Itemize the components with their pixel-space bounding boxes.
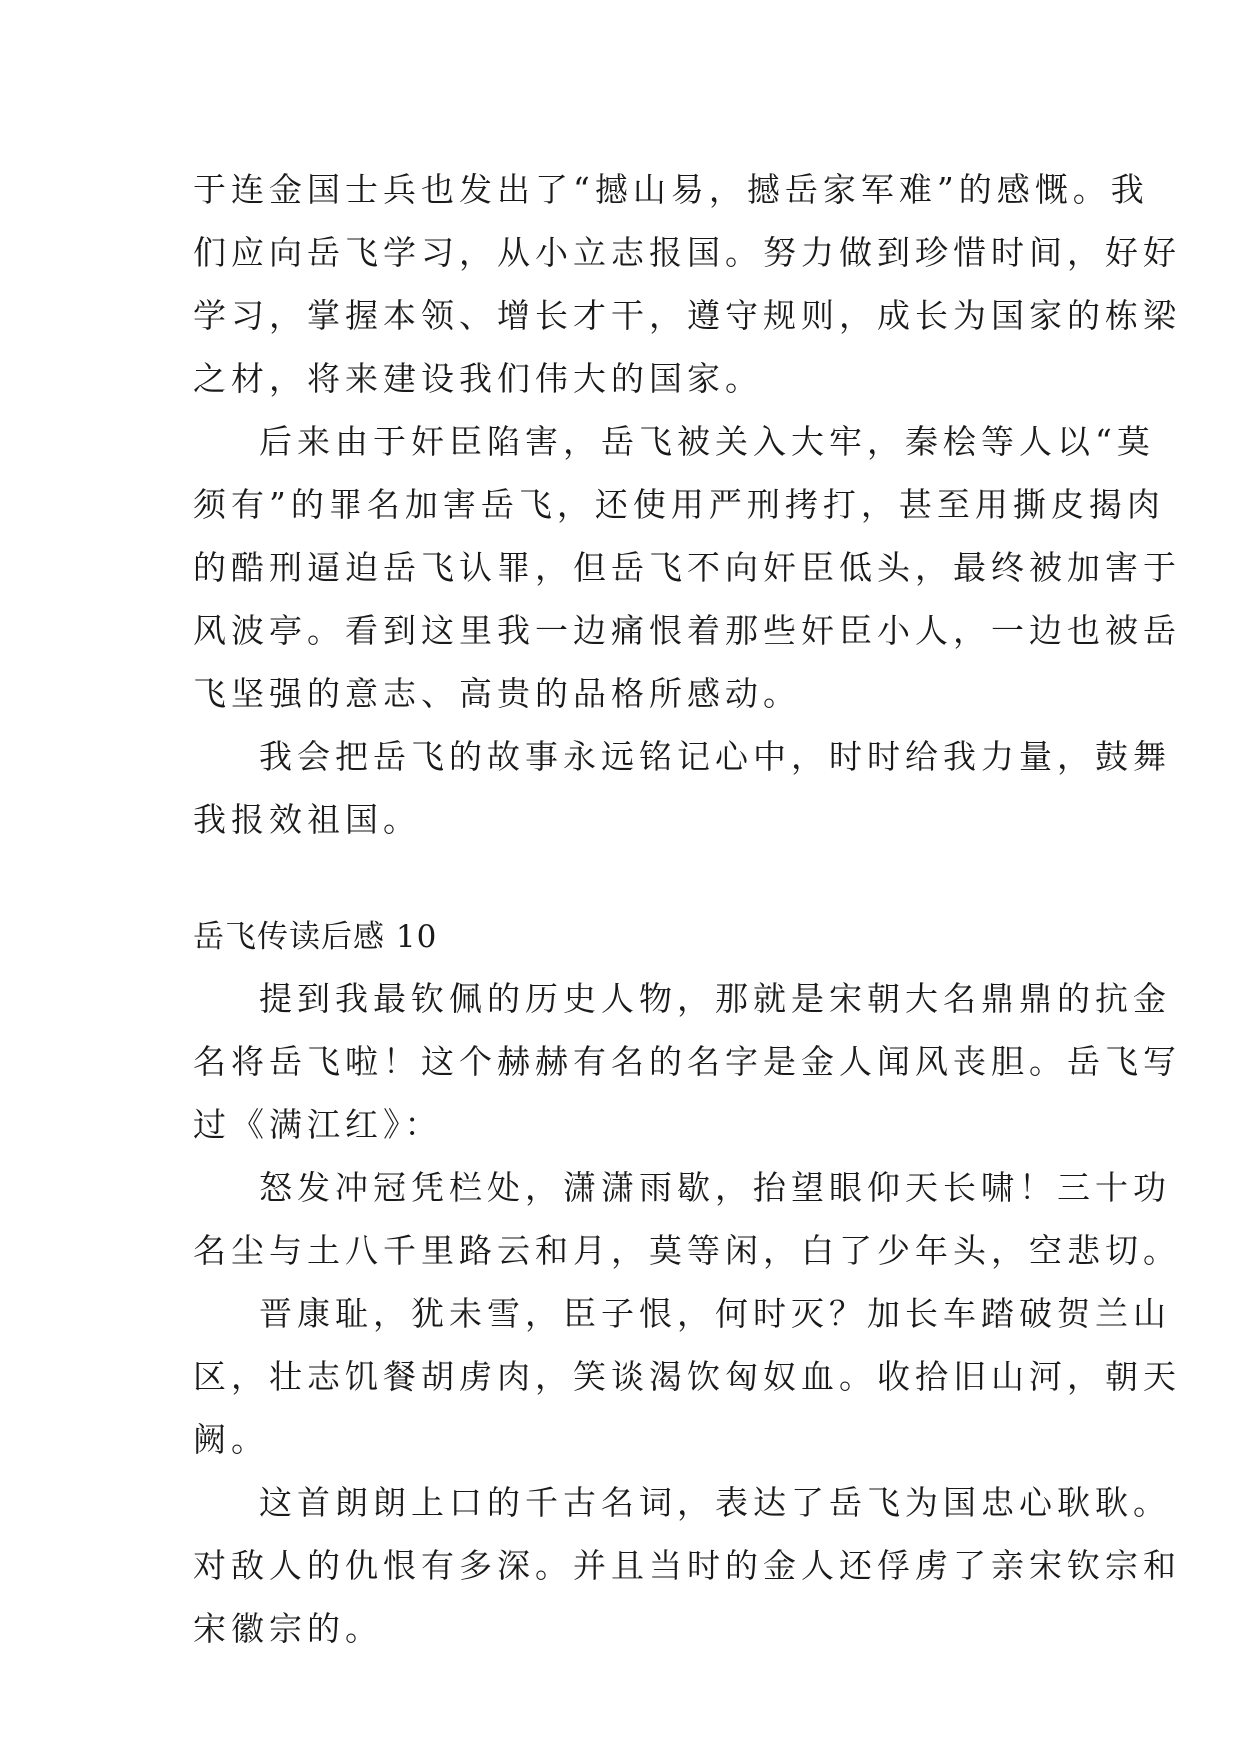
text-line: 名尘与土八千里路云和月，莫等闲，白了少年头，空悲切。 xyxy=(193,1231,1181,1270)
text-line: 的酷刑逼迫岳飞认罪，但岳飞不向奸臣低头，最终被加害于 xyxy=(193,548,1181,587)
text-line: 区，壮志饥餐胡虏肉，笑谈渴饮匈奴血。收拾旧山河，朝天 xyxy=(193,1357,1181,1396)
text-line: 之材，将来建设我们伟大的国家。 xyxy=(193,359,763,398)
document-body xyxy=(193,158,1181,1660)
section-heading: 岳飞传读后感 10 xyxy=(193,919,438,955)
text-line: 于连金国士兵也发出了“撼山易，撼岳家军难”的感慨。我 xyxy=(193,170,1149,209)
text-line: 晋康耻，犹未雪，臣子恨，何时灭？加长车踏破贺兰山 xyxy=(259,1294,1171,1333)
text-line: 怒发冲冠凭栏处，潇潇雨歇，抬望眼仰天长啸！三十功 xyxy=(259,1168,1171,1207)
paragraph xyxy=(193,1471,1181,1660)
paragraph xyxy=(193,410,1181,725)
paragraph xyxy=(193,158,1181,410)
text-line: 阙。 xyxy=(193,1420,269,1459)
text-line: 宋徽宗的。 xyxy=(193,1609,383,1648)
text-line: 我会把岳飞的故事永远铭记心中，时时给我力量，鼓舞 xyxy=(259,737,1171,776)
text-line: 这首朗朗上口的千古名词，表达了岳飞为国忠心耿耿。 xyxy=(259,1483,1171,1522)
paragraph xyxy=(193,725,1171,851)
poem-paragraph xyxy=(193,1282,1181,1471)
section-gap xyxy=(193,851,1063,907)
text-line: 我报效祖国。 xyxy=(193,800,421,839)
text-line: 后来由于奸臣陷害，岳飞被关入大牢，秦桧等人以“莫 xyxy=(259,422,1155,461)
text-line: 学习，掌握本领、增长才干，遵守规则，成长为国家的栋梁 xyxy=(193,296,1181,335)
text-line: 提到我最钦佩的历史人物，那就是宋朝大名鼎鼎的抗金 xyxy=(259,979,1171,1018)
poem-paragraph xyxy=(193,1156,1181,1282)
text-line: 过《满江红》： xyxy=(193,1105,443,1144)
text-line: 风波亭。看到这里我一边痛恨着那些奸臣小人，一边也被岳 xyxy=(193,611,1181,650)
text-line: 对敌人的仇恨有多深。并且当时的金人还俘虏了亲宋钦宗和 xyxy=(193,1546,1181,1585)
text-line: 飞坚强的意志、高贵的品格所感动。 xyxy=(193,674,801,713)
paragraph xyxy=(193,967,1181,1156)
text-line: 名将岳飞啦！这个赫赫有名的名字是金人闻风丧胆。岳飞写 xyxy=(193,1042,1181,1081)
text-line: 须有”的罪名加害岳飞，还使用严刑拷打，甚至用撕皮揭肉 xyxy=(193,485,1165,524)
text-line: 们应向岳飞学习，从小立志报国。努力做到珍惜时间，好好 xyxy=(193,233,1181,272)
